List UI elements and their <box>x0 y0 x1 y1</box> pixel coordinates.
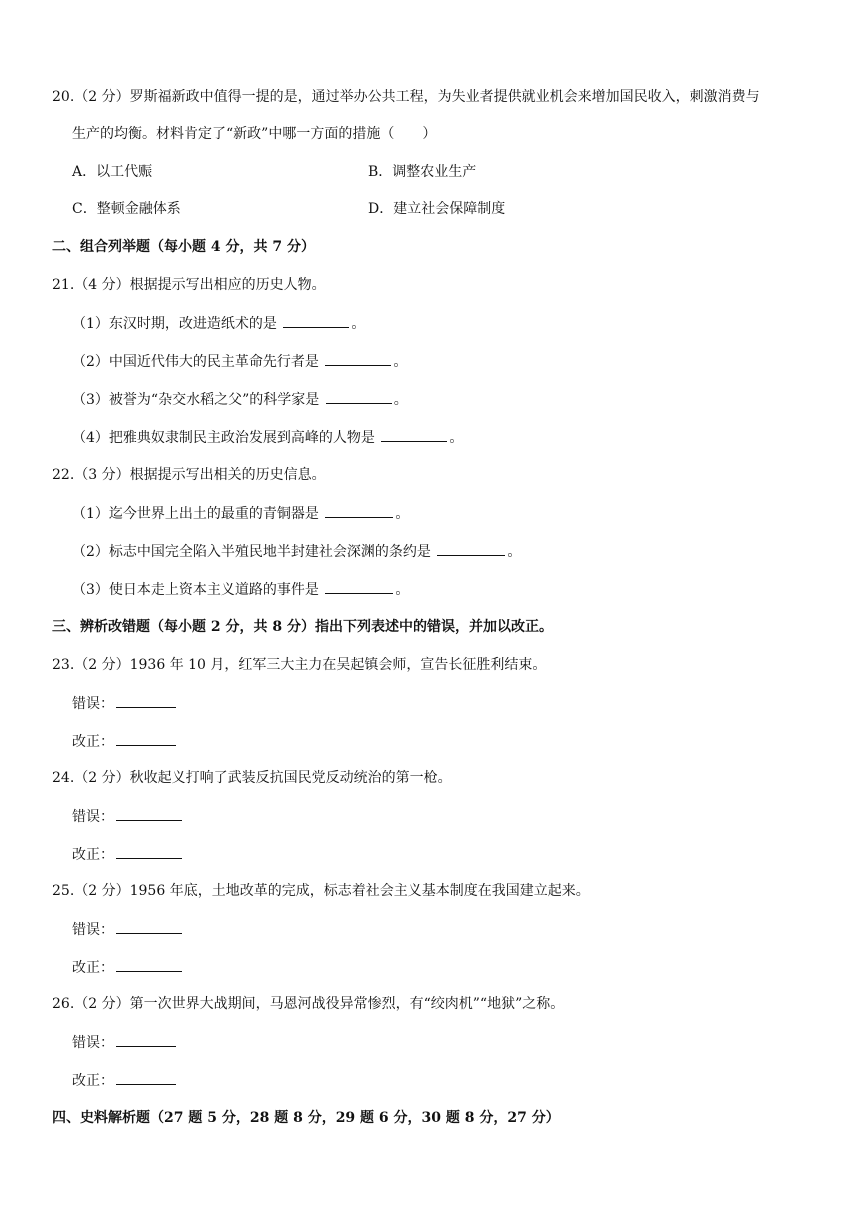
q20-stem-line2: 生产的均衡。材料肯定了“新政”中哪一方面的措施（ ） <box>72 126 437 142</box>
section2-heading: 二、组合列举题（每小题 4 分，共 7 分） <box>52 239 315 255</box>
answer-blank[interactable] <box>116 919 182 934</box>
q21-stem: 21.（4 分）根据提示写出相应的历史人物。 <box>52 277 326 293</box>
q21-item-3 <box>72 389 408 410</box>
answer-blank[interactable] <box>325 351 391 366</box>
answer-blank[interactable] <box>116 806 182 821</box>
error-label: 错误： <box>72 696 114 712</box>
q20-stem-line1: 20.（2 分）罗斯福新政中值得一提的是，通过举办公共工程，为失业者提供就业机会来增加国民收入，刺激消费与 <box>52 89 760 105</box>
correction-label: 改正： <box>72 1073 114 1089</box>
q21-item-2-end: 。 <box>393 354 408 370</box>
section3-heading: 三、辨析改错题（每小题 2 分，共 8 分）指出下列表述中的错误，并加以改正。 <box>52 619 553 635</box>
q22-item-2-text: （2）标志中国完全陷入半殖民地半封建社会深渊的条约是 <box>72 544 431 560</box>
q22-item-1-end: 。 <box>395 506 410 522</box>
q20-option-c: C．整顿金融体系 <box>72 201 181 217</box>
q20-option-b: B．调整农业生产 <box>368 164 477 180</box>
q21-item-1-text: （1）东汉时期，改进造纸术的是 <box>72 316 277 332</box>
q22-item-2 <box>72 541 521 562</box>
q25-error-row <box>72 919 184 940</box>
q21-item-3-text: （3）被誉为“杂交水稻之父”的科学家是 <box>72 392 320 408</box>
q21-item-4-end: 。 <box>449 430 464 446</box>
answer-blank[interactable] <box>381 427 447 442</box>
error-label: 错误： <box>72 809 114 825</box>
answer-blank[interactable] <box>326 389 392 404</box>
q20-option-a: A．以工代赈 <box>72 164 153 180</box>
q22-item-1-text: （1）迄今世界上出土的最重的青铜器是 <box>72 506 319 522</box>
q21-item-2 <box>72 351 407 372</box>
answer-blank[interactable] <box>325 579 393 594</box>
correction-label: 改正： <box>72 734 114 750</box>
section4-heading: 四、史料解析题（27 题 5 分，28 题 8 分，29 题 6 分，30 题 8 分，27 分） <box>52 1110 560 1126</box>
q22-item-1 <box>72 503 409 524</box>
answer-blank[interactable] <box>437 541 505 556</box>
q26-error-row <box>72 1032 178 1053</box>
q24-stem: 24.（2 分）秋收起义打响了武装反抗国民党反动统治的第一枪。 <box>52 770 452 786</box>
q21-item-1 <box>72 313 365 334</box>
answer-blank[interactable] <box>283 313 349 328</box>
answer-blank[interactable] <box>116 693 176 708</box>
q22-item-3 <box>72 579 409 600</box>
q23-stem: 23.（2 分）1936 年 10 月，红军三大主力在吴起镇会师，宣告长征胜利结束。 <box>52 657 547 673</box>
answer-blank[interactable] <box>325 503 393 518</box>
q24-correction-row <box>72 844 184 865</box>
q26-correction-row <box>72 1070 178 1091</box>
q20-option-d: D．建立社会保障制度 <box>368 201 506 217</box>
correction-label: 改正： <box>72 847 114 863</box>
error-label: 错误： <box>72 922 114 938</box>
q21-item-4 <box>72 427 463 448</box>
q22-stem: 22.（3 分）根据提示写出相关的历史信息。 <box>52 467 326 483</box>
q22-item-3-end: 。 <box>395 582 410 598</box>
q22-item-2-end: 。 <box>507 544 522 560</box>
q25-stem: 25.（2 分）1956 年底，土地改革的完成，标志着社会主义基本制度在我国建立起来。 <box>52 883 590 899</box>
answer-blank[interactable] <box>116 957 182 972</box>
q21-item-4-text: （4）把雅典奴隶制民主政治发展到高峰的人物是 <box>72 430 375 446</box>
correction-label: 改正： <box>72 960 114 976</box>
q21-item-3-end: 。 <box>393 392 408 408</box>
answer-blank[interactable] <box>116 844 182 859</box>
answer-blank[interactable] <box>116 731 176 746</box>
error-label: 错误： <box>72 1035 114 1051</box>
q21-item-1-end: 。 <box>351 316 366 332</box>
q21-item-2-text: （2）中国近代伟大的民主革命先行者是 <box>72 354 319 370</box>
q24-error-row <box>72 806 184 827</box>
answer-blank[interactable] <box>116 1070 176 1085</box>
answer-blank[interactable] <box>116 1032 176 1047</box>
q25-correction-row <box>72 957 184 978</box>
q22-item-3-text: （3）使日本走上资本主义道路的事件是 <box>72 582 319 598</box>
q23-correction-row <box>72 731 178 752</box>
q26-stem: 26.（2 分）第一次世界大战期间，马恩河战役异常惨烈，有“绞肉机”“地狱”之称。 <box>52 996 565 1012</box>
q23-error-row <box>72 693 178 714</box>
